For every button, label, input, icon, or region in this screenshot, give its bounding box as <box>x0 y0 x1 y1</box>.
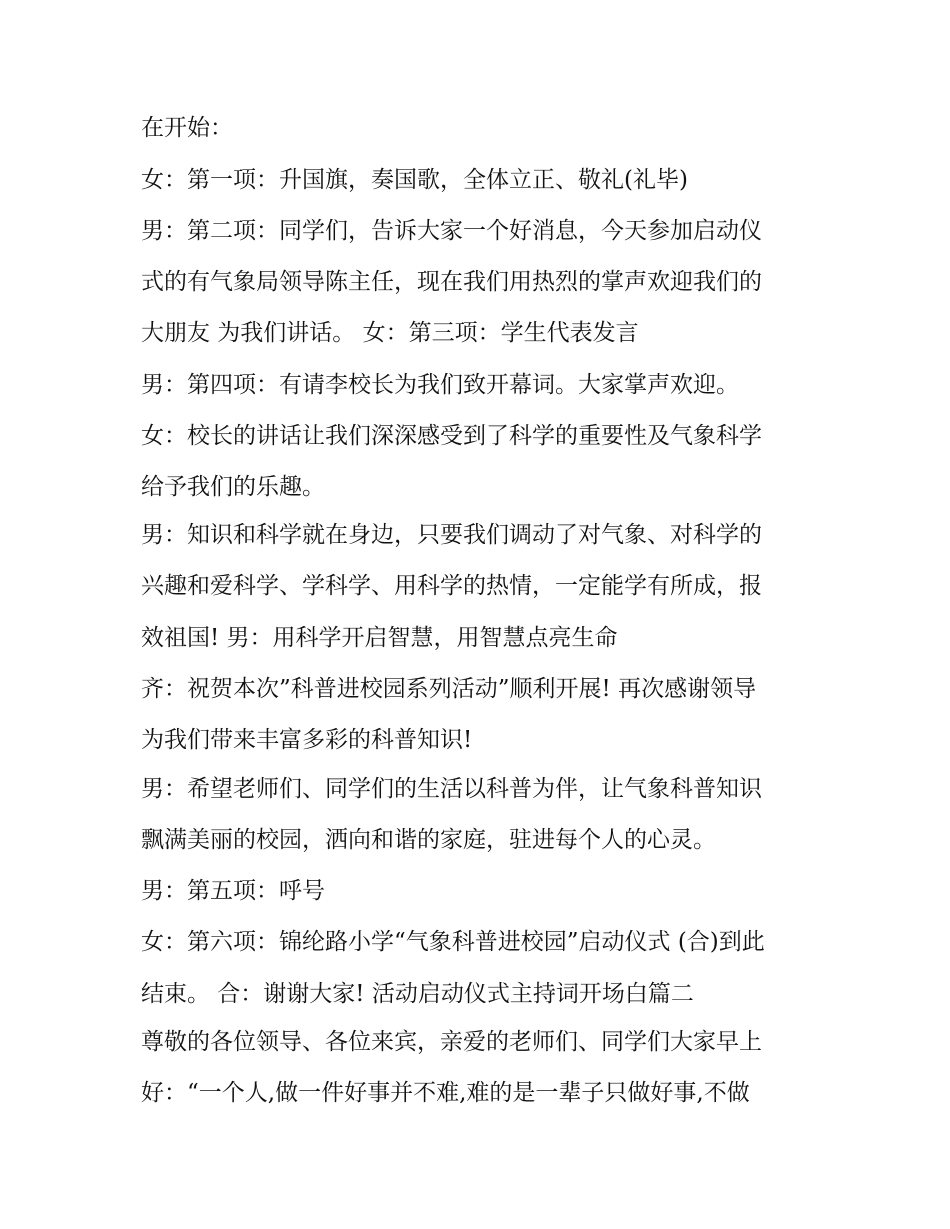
text-line: 结束。 合：谢谢大家! 活动启动仪式主持词开场白篇二 <box>141 981 694 1007</box>
text-line: 尊敬的各位领导、各位来宾，亲爱的老师们、同学们大家早上 <box>141 1029 762 1055</box>
text-line: 女：第六项：锦纶路小学“气象科普进校园”启动仪式 (合)到此 <box>141 929 765 955</box>
text-line: 兴趣和爱科学、学科学、用科学的热情，一定能学有所成，报 <box>141 573 762 599</box>
text-line: 女：校长的讲话让我们深深感受到了科学的重要性及气象科学 <box>141 423 762 449</box>
text-line: 男：第二项：同学们，告诉大家一个好消息，今天参加启动仪 <box>141 218 762 244</box>
text-line: 女：第一项：升国旗，奏国歌，全体立正、敬礼(礼毕) <box>141 167 688 193</box>
text-line: 效祖国! 男：用科学开启智慧，用智慧点亮生命 <box>141 625 618 651</box>
text-line: 在开始： <box>141 115 233 141</box>
text-line: 男：第四项：有请李校长为我们致开幕词。大家掌声欢迎。 <box>141 372 739 398</box>
text-line: 式的有气象局领导陈主任，现在我们用热烈的掌声欢迎我们的 <box>141 269 762 295</box>
text-line: 大朋友 为我们讲话。 女：第三项：学生代表发言 <box>141 320 639 346</box>
text-line: 好：“一个人,做一件好事并不难,难的是一辈子只做好事,不做 <box>141 1080 750 1106</box>
text-line: 男：希望老师们、同学们的生活以科普为伴，让气象科普知识 <box>141 776 762 802</box>
text-line: 男：知识和科学就在身边，只要我们调动了对气象、对科学的 <box>141 522 762 548</box>
text-line: 男：第五项：呼号 <box>141 878 325 904</box>
text-line: 齐：祝贺本次”科普进校园系列活动”顺利开展! 再次感谢领导 <box>141 676 757 702</box>
text-line: 为我们带来丰富多彩的科普知识! <box>141 727 473 753</box>
text-line: 飘满美丽的校园，洒向和谐的家庭，驻进每个人的心灵。 <box>141 827 716 853</box>
text-line: 给予我们的乐趣。 <box>141 474 325 500</box>
